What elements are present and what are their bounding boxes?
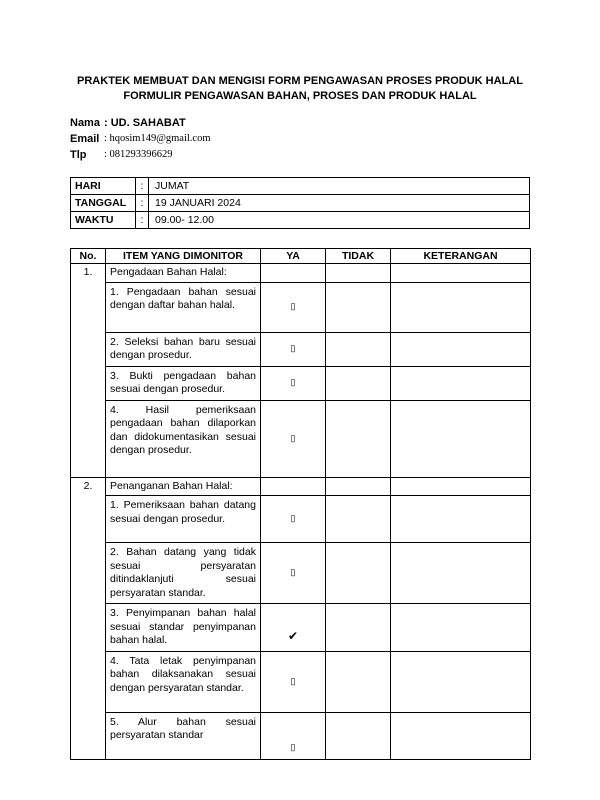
ya-cell[interactable] [261, 332, 326, 366]
time-label: WAKTU [71, 212, 136, 229]
tidak-cell[interactable] [326, 604, 391, 652]
tidak-cell[interactable] [326, 477, 391, 496]
table-header-row [71, 249, 531, 264]
section-row [71, 264, 531, 283]
table-row [71, 712, 531, 759]
tidak-cell[interactable] [326, 366, 391, 400]
ya-cell[interactable] [261, 496, 326, 543]
form-title: PRAKTEK MEMBUAT DAN MENGISI FORM PENGAWASAN PROSES PRODUK HALAL [77, 75, 523, 87]
tidak-cell[interactable] [326, 400, 391, 477]
tidak-cell[interactable] [326, 282, 391, 332]
tidak-cell[interactable] [326, 651, 391, 712]
tidak-cell[interactable] [326, 496, 391, 543]
box-glyph-icon: ▯ [290, 301, 296, 312]
day-value: JUMAT [149, 178, 530, 195]
ya-cell[interactable] [261, 543, 326, 604]
box-glyph-icon: ▯ [290, 377, 296, 388]
item-text: 1. Pemeriksaan bahan datang sesuai dengan prosedur. [106, 496, 261, 543]
box-glyph-icon: ▯ [290, 513, 296, 524]
header-ya: YA [261, 249, 326, 264]
box-glyph-icon: ▯ [290, 567, 296, 578]
colon: : [136, 195, 149, 212]
keterangan-cell[interactable] [391, 366, 531, 400]
keterangan-cell[interactable] [391, 496, 531, 543]
header-no: No. [71, 249, 106, 264]
keterangan-cell[interactable] [391, 282, 531, 332]
name-value: : UD. SAHABAT [104, 117, 186, 129]
keterangan-cell[interactable] [391, 477, 531, 496]
phone-label: Tlp [70, 149, 87, 161]
header-tidak: TIDAK [326, 249, 391, 264]
table-row [71, 651, 531, 712]
section-title: Penanganan Bahan Halal: [106, 477, 261, 496]
ya-cell[interactable] [261, 366, 326, 400]
item-text: 4. Hasil pemeriksaan pengadaan bahan dilaporkan dan didokumentasikan sesuai dengan prosedur. [106, 400, 261, 477]
section-number: 2. [71, 477, 106, 759]
schedule-table [70, 177, 530, 229]
table-row [71, 282, 531, 332]
item-text: 1. Pengadaan bahan sesuai dengan daftar bahan halal. [106, 282, 261, 332]
table-row [71, 400, 531, 477]
schedule-row-time [71, 212, 530, 229]
section-title: Pengadaan Bahan Halal: [106, 264, 261, 283]
ya-cell[interactable] [261, 651, 326, 712]
day-label: HARI [71, 178, 136, 195]
keterangan-cell[interactable] [391, 651, 531, 712]
schedule-row-day [71, 178, 530, 195]
keterangan-cell[interactable] [391, 712, 531, 759]
ya-cell[interactable] [261, 264, 326, 283]
colon: : [136, 212, 149, 229]
tidak-cell[interactable] [326, 264, 391, 283]
ya-cell[interactable] [261, 400, 326, 477]
date-value: 19 JANUARI 2024 [149, 195, 530, 212]
checkmark-icon: ✔ [287, 629, 299, 643]
keterangan-cell[interactable] [391, 400, 531, 477]
section-row [71, 477, 531, 496]
name-label: Nama [70, 117, 100, 129]
table-row [71, 604, 531, 652]
keterangan-cell[interactable] [391, 264, 531, 283]
email-value: : hqosim149@gmail.com [104, 133, 211, 144]
form-subtitle: FORMULIR PENGAWASAN BAHAN, PROSES DAN PRODUK HALAL [123, 90, 477, 102]
table-row [71, 366, 531, 400]
time-value: 09.00- 12.00 [149, 212, 530, 229]
tidak-cell[interactable] [326, 712, 391, 759]
section-number: 1. [71, 264, 106, 478]
monitoring-table [70, 248, 531, 760]
box-glyph-icon: ▯ [290, 675, 296, 686]
header-keterangan: KETERANGAN [391, 249, 531, 264]
box-glyph-icon: ▯ [290, 432, 296, 443]
ya-cell[interactable] [261, 604, 326, 652]
header-item: ITEM YANG DIMONITOR [106, 249, 261, 264]
item-text: 3. Penyimpanan bahan halal sesuai standar penyimpanan bahan halal. [106, 604, 261, 652]
item-text: 5. Alur bahan sesuai persyaratan standar [106, 712, 261, 759]
email-label: Email [70, 133, 100, 145]
item-text: 2. Bahan datang yang tidak sesuai persyaratan ditindaklanjuti sesuai persyaratan standar. [106, 543, 261, 604]
date-label: TANGGAL [71, 195, 136, 212]
item-text: 4. Tata letak penyimpanan bahan dilaksanakan sesuai dengan persyaratan standar. [106, 651, 261, 712]
tidak-cell[interactable] [326, 332, 391, 366]
phone-value: : 081293396629 [104, 149, 173, 160]
item-text: 3. Bukti pengadaan bahan sesuai dengan prosedur. [106, 366, 261, 400]
keterangan-cell[interactable] [391, 543, 531, 604]
box-glyph-icon: ▯ [290, 343, 296, 354]
table-row [71, 496, 531, 543]
table-row [71, 543, 531, 604]
keterangan-cell[interactable] [391, 332, 531, 366]
colon: : [136, 178, 149, 195]
schedule-row-date [71, 195, 530, 212]
tidak-cell[interactable] [326, 543, 391, 604]
ya-cell[interactable] [261, 712, 326, 759]
item-text: 2. Seleksi bahan baru sesuai dengan prosedur. [106, 332, 261, 366]
box-glyph-icon: ▯ [290, 742, 296, 752]
ya-cell[interactable] [261, 282, 326, 332]
keterangan-cell[interactable] [391, 604, 531, 652]
table-row [71, 332, 531, 366]
ya-cell[interactable] [261, 477, 326, 496]
